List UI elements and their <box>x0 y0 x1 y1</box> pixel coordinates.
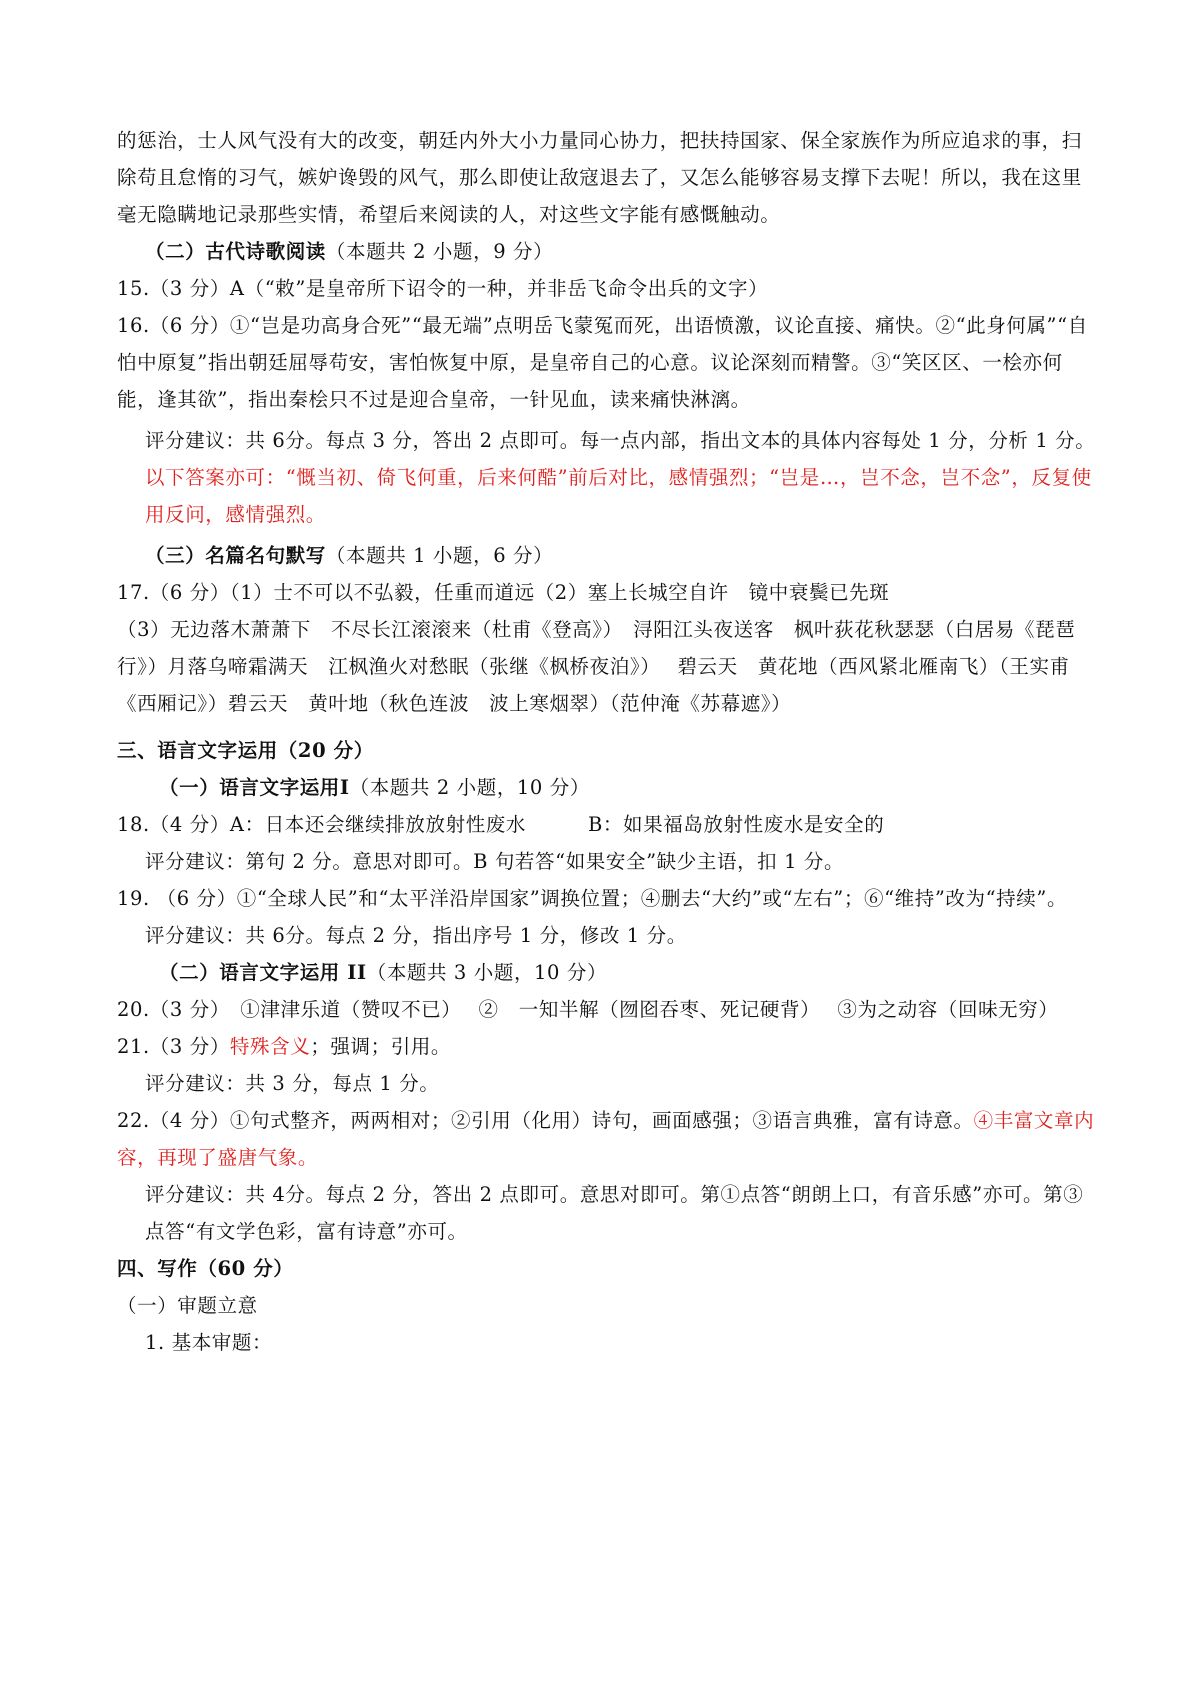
q16-alternative-answer: 以下答案亦可：“慨当初、倚飞何重，后来何酷”前后对比，感情强烈；“岂是…，岂不念，岂不念”，反复使用反问，感情强烈。 <box>145 466 1092 526</box>
q18-answer <box>117 806 1097 843</box>
intro-line-1: 的惩治，士人风气没有大的改变，朝廷内外大小力量同心协力，把扶持国家、保全家族作为所应追求的事， <box>117 129 1062 152</box>
q16-scoring-text: 评分建议：共 6分。每点 3 分，答出 2 点即可。每一点内部，指出文本的具体内容每处 1 分，分析 1 分。 <box>145 429 1096 452</box>
q15-answer: 15.（3 分）A（“敕”是皇帝所下诏令的一种，并非岳飞命令出兵的文字） <box>117 277 769 300</box>
q17-line-1: 17.（6 分）（1）士不可以不弘毅，任重而道远（2）塞上长城空自许 镜中衰鬓已先斑 <box>117 581 890 604</box>
q22-scoring-note: 评分建议：共 4分。每点 2 分，答出 2 点即可。意思对即可。第①点答“朗朗上口，有音乐感”亦可。第③点答“有文学色彩，富有诗意”亦可。 <box>145 1183 1084 1243</box>
q16-scoring-note <box>117 422 1097 533</box>
q18-option-a: 18.（4 分）A：日本还会继续排放放射性废水 <box>117 813 526 836</box>
section3-sub2-detail: （本题共 3 小题，10 分） <box>366 961 608 984</box>
famous-heading-detail: （本题共 1 小题，6 分） <box>325 544 554 567</box>
section3-sub2-title: （二）语言文字运用 II <box>159 961 367 984</box>
q21-red-answer: 特殊含义 <box>229 1035 311 1058</box>
section3-sub1-heading <box>117 769 1097 806</box>
q19-scoring-note: 评分建议：共 6分。每点 2 分，指出序号 1 分，修改 1 分。 <box>145 924 687 947</box>
intro-paragraph <box>117 122 1097 233</box>
q21-answer <box>117 1028 1097 1065</box>
q21-prefix: 21.（3 分） <box>117 1035 230 1058</box>
q20-answer: 20.（3 分） ①津津乐道（赞叹不已） ② 一知半解（囫囵吞枣、死记硬背） ③为之动容（回味无穷） <box>117 998 1059 1021</box>
q19-answer: 19. （6 分）①“全球人民”和“太平洋沿岸国家”调换位置；④删去“大约”或“左右”；⑥“维持”改为“持续”。 <box>117 887 1068 910</box>
q22-answer-text: 22.（4 分）①句式整齐，两两相对；②引用（化用）诗句，画面感强；③语言典雅，富有诗意。 <box>117 1109 974 1132</box>
poetry-heading <box>117 233 1097 270</box>
section4-item1: 1. 基本审题： <box>145 1331 273 1354</box>
q21-rest: ；强调；引用。 <box>310 1035 452 1058</box>
answer-content <box>117 122 1097 1361</box>
q21-scoring-note: 评分建议：共 3 分，每点 1 分。 <box>145 1072 440 1095</box>
q17-line-2: （3）无边落木萧萧下 不尽长江滚滚来（杜甫《登高》） 浔阳江头夜送客 枫叶荻花秋瑟瑟（白居易《琵琶行》）月落乌啼霜满天 江枫渔火对愁眠（张继《枫桥夜泊》） 碧云天 黄花地（西风紧北雁南飞）（王实甫《西厢记》）碧云天 黄叶地（秋色连波 波上寒烟翠）（范仲淹《苏幕遮》） <box>117 618 1076 715</box>
q22-red-answer: ④丰富文章内容，再现了盛唐气象。 <box>117 1109 1095 1169</box>
q18-option-b: B：如果福岛放射性废水是安全的 <box>588 813 885 836</box>
section4-title: 四、写作（60 分） <box>117 1257 294 1280</box>
q22-answer <box>117 1102 1097 1176</box>
poetry-heading-detail: （本题共 2 小题，9 分） <box>325 240 554 263</box>
famous-heading <box>117 537 1097 574</box>
q16-answer: 16.（6 分）①“岂是功高身合死”“最无端”点明岳飞蒙冤而死，出语愤激，议论直接、痛快。②“此身何属”“自怕中原复”指出朝廷屈辱苟安，害怕恢复中原，是皇帝自己的心意。议论深刻而精警。③“笑区区、一桧亦何能，逢其欲”，指出秦桧只不过是迎合皇帝，一针见血，读来痛快淋漓。 <box>117 314 1088 411</box>
q18-scoring-note: 评分建议：第句 2 分。意思对即可。B 句若答“如果安全”缺少主语，扣 1 分。 <box>145 850 845 873</box>
section4-sub1: （一）审题立意 <box>117 1294 258 1317</box>
intro-line-2: 扫除苟且怠惰的习气，嫉妒谗毁的风气，那么即使让敌寇退去了，又怎么能够容易支撑下去呢！所以，我 <box>117 129 1082 189</box>
famous-heading-title: （三）名篇名句默写 <box>145 544 326 567</box>
section3-sub2-heading <box>117 954 1097 991</box>
section3-sub1-detail: （本题共 2 小题，10 分） <box>349 776 590 799</box>
section3-sub1-title: （一）语言文字运用Ⅰ <box>159 776 350 799</box>
section3-title: 三、语言文字运用（20 分） <box>117 739 374 762</box>
poetry-heading-title: （二）古代诗歌阅读 <box>145 240 326 263</box>
intro-line-3: 在这里毫无隐瞒地记录那些实情，希望后来阅读的人，对这些文字能有感慨触动。 <box>117 166 1082 226</box>
